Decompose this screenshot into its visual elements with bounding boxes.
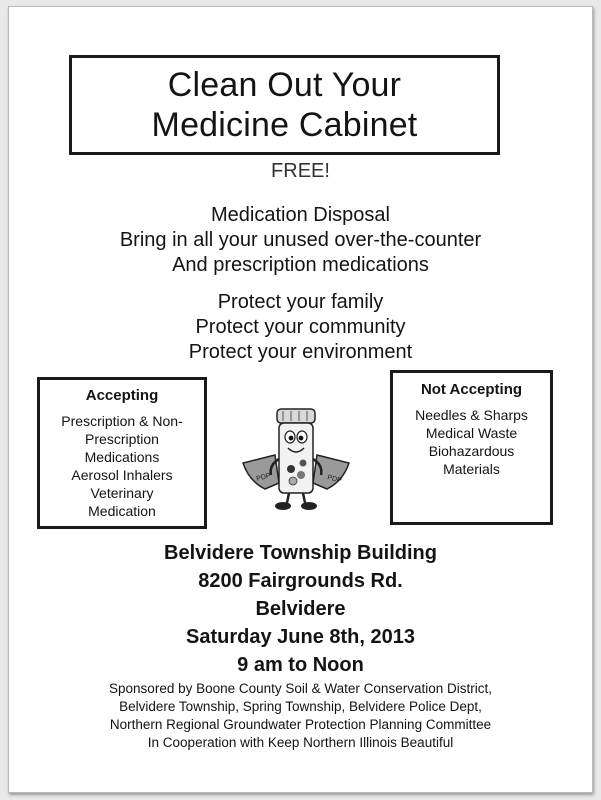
accepting-item: Prescription & Non- (61, 413, 183, 429)
not-accepting-item: Biohazardous (428, 443, 515, 459)
disposal-text (9, 203, 592, 278)
accepting-item: Veterinary (90, 485, 154, 501)
title-line-2: Medicine Cabinet (151, 106, 418, 144)
accepting-item: Aerosol Inhalers (71, 467, 173, 483)
protect-line: Protect your environment (188, 341, 413, 363)
not-accepting-box (390, 370, 553, 525)
not-accepting-heading: Not Accepting (420, 381, 523, 398)
not-accepting-item: Materials (443, 461, 500, 477)
flyer-page (8, 6, 593, 793)
sponsor-line: Sponsored by Boone County Soil & Water Conservation District, (109, 681, 492, 696)
not-accepting-item: Needles & Sharps (415, 407, 528, 423)
title-line-1: Clean Out Your (167, 66, 402, 104)
not-accepting-item: Medical Waste (425, 425, 518, 441)
disposal-line: Medication Disposal (211, 204, 390, 226)
disposal-line: And prescription medications (172, 254, 429, 276)
pill-bottle-mascot-icon (235, 403, 357, 515)
accepting-heading: Accepting (85, 387, 159, 404)
event-location: Belvidere Township Building (164, 542, 437, 564)
free-label: FREE! (271, 160, 330, 182)
disposal-line: Bring in all your unused over-the-counter (119, 229, 482, 251)
accepting-item: Medications (84, 449, 160, 465)
cape-label-right: PDP (326, 474, 343, 485)
protect-text (9, 290, 592, 365)
event-time: 9 am to Noon (237, 654, 364, 676)
title-box (69, 55, 500, 155)
accepting-item: Prescription (85, 431, 159, 447)
sponsor-line: Northern Regional Groundwater Protection Planning Committee (109, 717, 492, 732)
cape-label-left: PDP (255, 472, 272, 483)
accepting-box (37, 377, 207, 529)
event-date: Saturday June 8th, 2013 (186, 626, 415, 648)
protect-line: Protect your family (217, 291, 384, 313)
sponsor-line: In Cooperation with Keep Northern Illinois Beautiful (147, 735, 454, 750)
accepting-item: Medication (88, 503, 156, 519)
event-city: Belvidere (255, 598, 346, 620)
sponsor-line: Belvidere Township, Spring Township, Belvidere Police Dept, (119, 699, 482, 714)
sponsor-text (9, 680, 592, 752)
event-details (9, 539, 592, 679)
event-address: 8200 Fairgrounds Rd. (198, 570, 403, 592)
protect-line: Protect your community (195, 316, 406, 338)
